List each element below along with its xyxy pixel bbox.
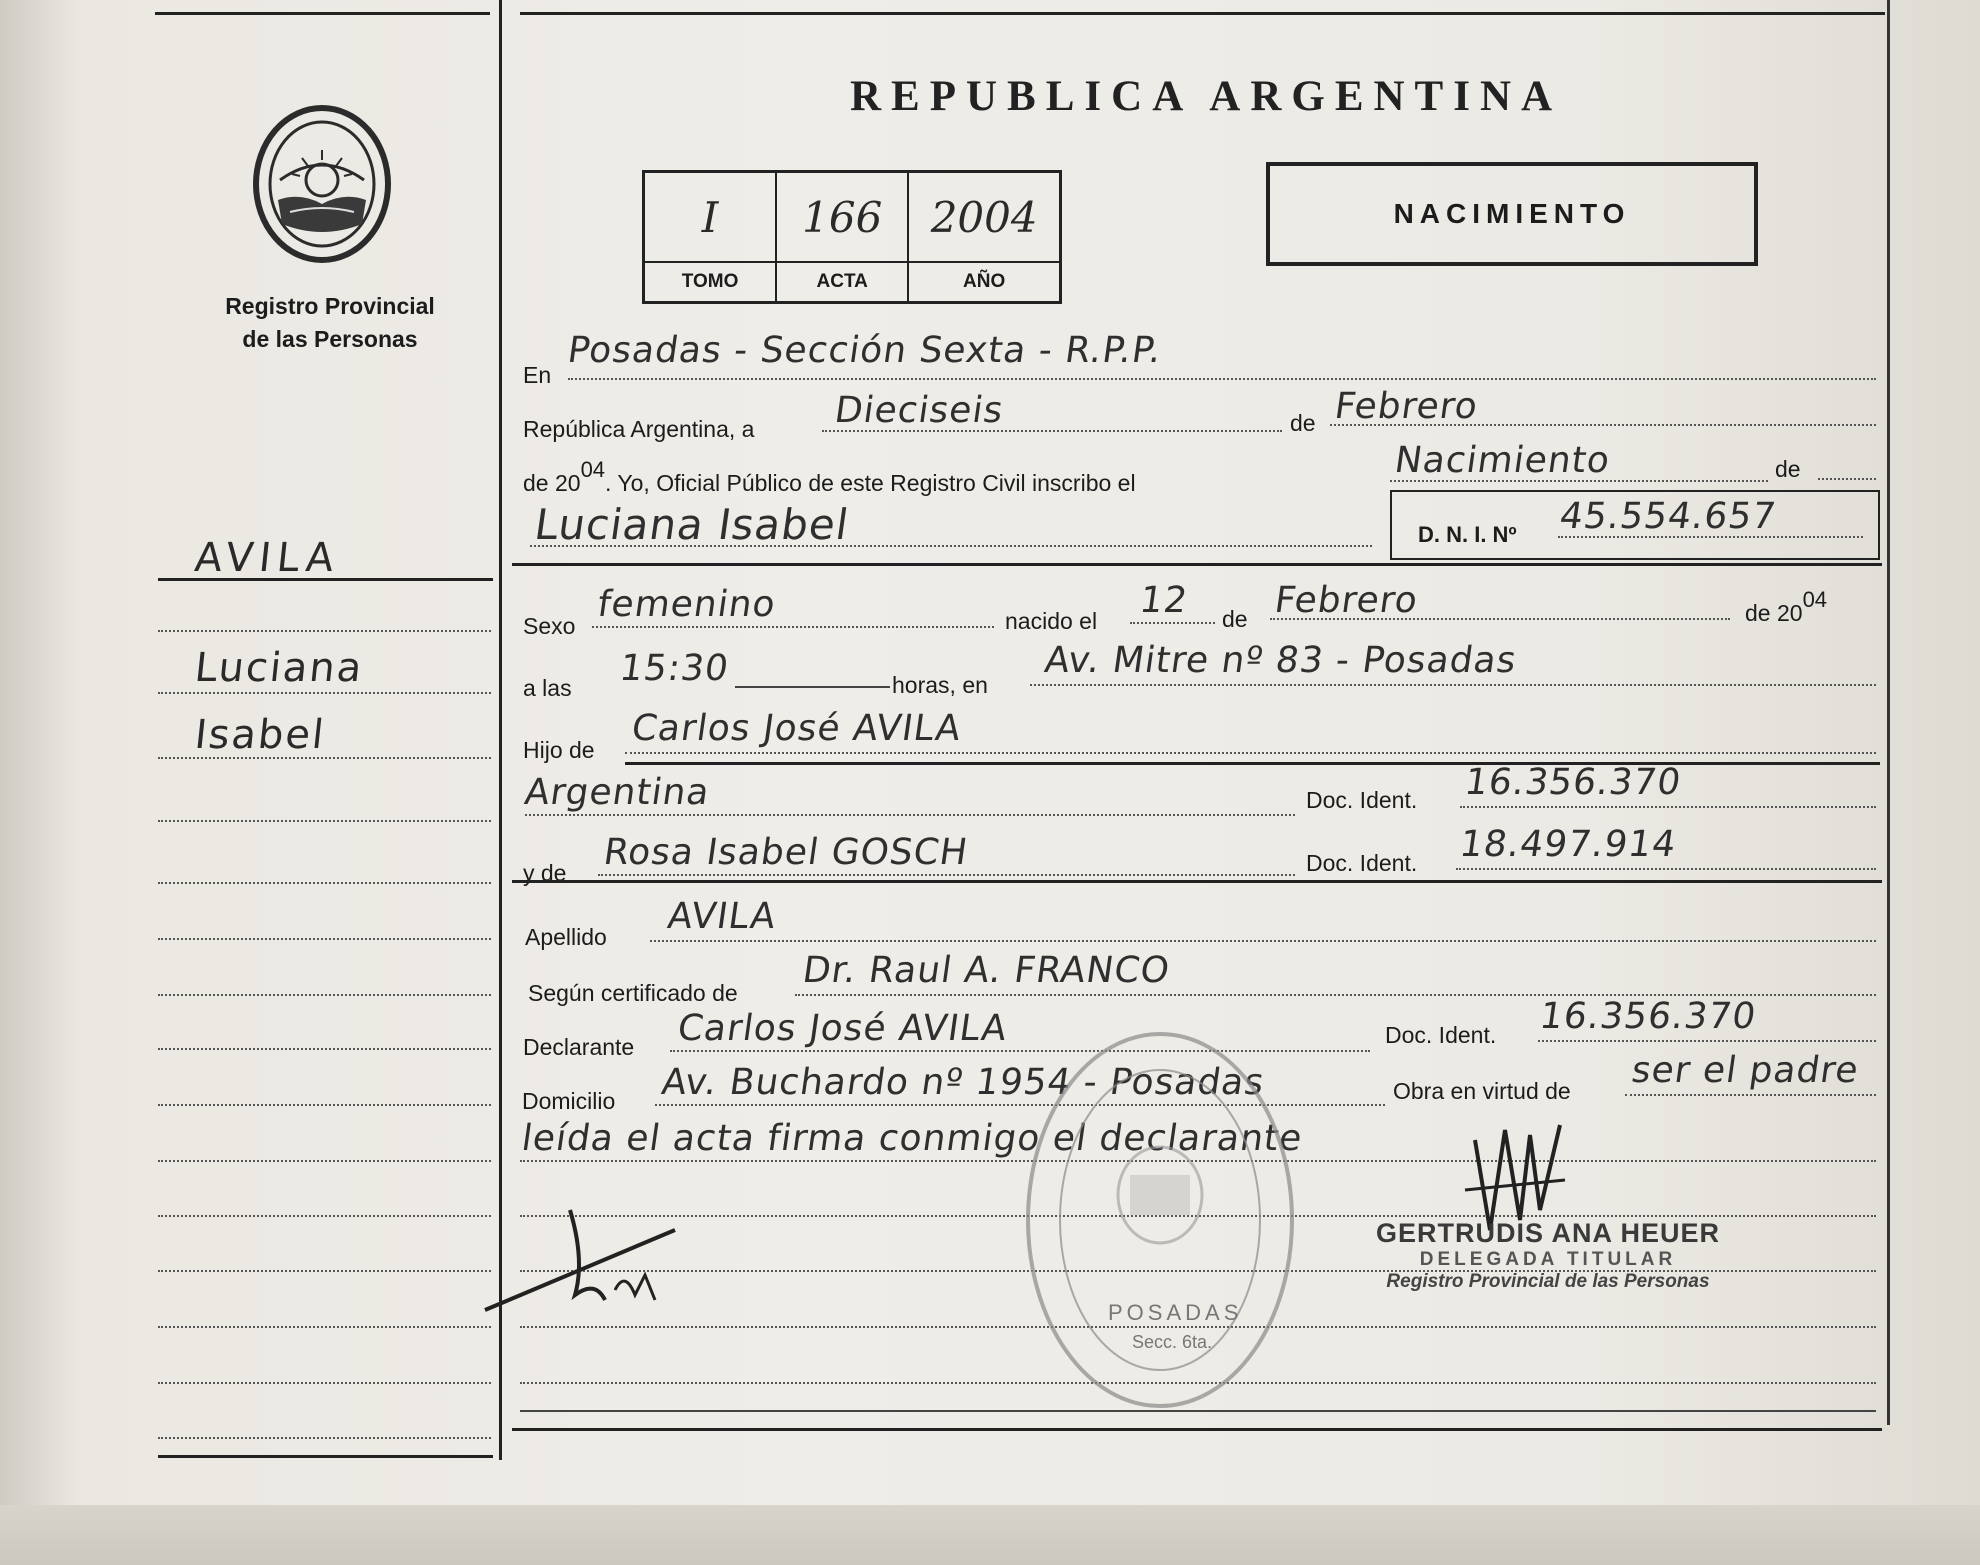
declarante-label: Declarante [523, 1034, 635, 1060]
hijo-label: Hijo de [523, 737, 595, 763]
section-rule-3 [512, 880, 1882, 883]
stub-line [158, 994, 491, 996]
stub-line [158, 1326, 491, 1328]
year-row-label [523, 457, 1136, 497]
obra-label: Obra en virtud de [1393, 1078, 1571, 1104]
day-value: Dieciseis [832, 390, 1007, 431]
yde-label: y de [523, 860, 567, 886]
stamp-city: POSADAS [1108, 1300, 1243, 1325]
ano-value: 2004 [909, 173, 1059, 263]
apellido-label: Apellido [525, 924, 607, 950]
acta-value: 166 [777, 173, 907, 263]
apellido-value: AVILA [665, 896, 779, 937]
registry-office-name [190, 290, 470, 356]
de20-label-2: de 20 [1745, 600, 1803, 626]
provincia-misiones-seal-icon [250, 100, 395, 265]
de-label: de [1290, 410, 1316, 436]
obra-line [1625, 1094, 1876, 1096]
month-value: Febrero [1332, 386, 1481, 427]
father-doc: 16.356.370 [1462, 762, 1685, 803]
en-line [568, 378, 1876, 380]
stub-line [158, 1437, 491, 1439]
stamp-section: Secc. 6ta. [1132, 1332, 1213, 1352]
oficial-text: . Yo, Oficial Público de este Registro Civil inscribo el [605, 470, 1136, 496]
tomo-label: TOMO [681, 271, 739, 292]
stub-line [158, 757, 491, 759]
person-name: Luciana Isabel [531, 500, 853, 549]
dni-label: D. N. I. Nº [1418, 522, 1517, 547]
dni-line [1558, 536, 1863, 538]
birth-day-line [1130, 622, 1215, 624]
de-label-2: de [1775, 456, 1801, 482]
section-rule-1 [512, 563, 1882, 566]
act-value: Nacimiento [1392, 440, 1613, 481]
acta-cell [777, 173, 909, 301]
declarante-doc-line [1538, 1040, 1876, 1042]
sexo-label: Sexo [523, 613, 576, 639]
tomo-value: I [645, 173, 775, 263]
segun-label: Según certificado de [528, 980, 738, 1006]
official-title: DELEGADA TITULAR [1419, 1249, 1677, 1270]
year-suffix: 04 [580, 457, 606, 482]
declarante-doc: 16.356.370 [1537, 996, 1760, 1037]
stub-line [158, 1160, 491, 1162]
alas-label: a las [523, 675, 572, 701]
father-name: Carlos José AVILA [629, 708, 965, 749]
mother-doc-line [1456, 868, 1876, 870]
domicilio-label: Domicilio [522, 1088, 616, 1114]
right-border [1887, 0, 1890, 1425]
domicilio-value: Av. Buchardo nº 1954 - Posadas [659, 1062, 1268, 1103]
official-name: GERTRUDIS ANA HEUER [1375, 1218, 1720, 1248]
republica-label: República Argentina, a [523, 416, 755, 442]
sexo-line [592, 626, 994, 628]
stub-line [158, 882, 491, 884]
ano-cell [909, 173, 1059, 301]
en-label: En [523, 362, 552, 388]
nationality-line [525, 814, 1295, 816]
de-label-3: de [1222, 606, 1248, 632]
official-registry: Registro Provincial de las Personas [1386, 1271, 1710, 1292]
stub-bottom-rule [158, 1455, 493, 1458]
birth-year-label [1745, 587, 1828, 627]
person-name-line [530, 545, 1372, 547]
document-type-box: NACIMIENTO [1266, 162, 1758, 266]
stub-line [158, 630, 491, 632]
stub-line [158, 1270, 491, 1272]
hour-line [735, 686, 890, 688]
closing-text: leída el acta firma conmigo el declarante [519, 1118, 1306, 1159]
de20-label: de 20 [523, 470, 581, 496]
apellido-line [650, 940, 1876, 942]
dni-value: 45.554.657 [1557, 496, 1780, 537]
stub-line [158, 820, 491, 822]
declarante-value: Carlos José AVILA [675, 1008, 1011, 1049]
stub-line [158, 1104, 491, 1106]
bottom-rule [512, 1428, 1882, 1431]
stub-rule [158, 578, 493, 581]
registry-office-line2: de las Personas [242, 326, 418, 352]
segun-value: Dr. Raul A. FRANCO [800, 950, 1173, 991]
top-rule-left [155, 12, 490, 15]
de-line [1818, 478, 1876, 480]
official-block [1368, 1218, 1728, 1293]
stub-line [158, 1048, 491, 1050]
birth-month: Febrero [1272, 580, 1421, 621]
father-nationality: Argentina [522, 772, 713, 813]
registry-numbers-box [642, 170, 1062, 304]
place-line [1030, 684, 1876, 686]
stub-line [158, 692, 491, 694]
tomo-cell [645, 173, 777, 301]
ano-label: AÑO [963, 271, 1006, 292]
place-value: Av. Mitre nº 83 - Posadas [1042, 640, 1520, 681]
birth-month-line [1270, 618, 1730, 620]
registry-office-line1: Registro Provincial [225, 293, 435, 319]
official-stamp-icon [1020, 1025, 1300, 1415]
nacido-label: nacido el [1005, 608, 1098, 634]
section-rule-2 [625, 762, 1880, 765]
father-line [625, 752, 1876, 754]
hour-value: 15:30 [617, 648, 732, 689]
stub-given-name-1: Luciana [192, 645, 366, 691]
horas-label: horas, en [892, 672, 988, 698]
mother-line [598, 874, 1295, 876]
month-line [1330, 424, 1876, 426]
acta-label: ACTA [816, 271, 868, 292]
mother-name: Rosa Isabel GOSCH [601, 832, 971, 873]
page-bottom-edge [0, 1505, 1980, 1565]
top-rule-right [520, 12, 1885, 15]
stub-given-name-2: Isabel [192, 712, 328, 758]
birth-year-suffix: 04 [1802, 587, 1828, 612]
en-value: Posadas - Sección Sexta - R.P.P. [565, 330, 1165, 371]
stub-line [158, 938, 491, 940]
mother-doc-label: Doc. Ident. [1306, 850, 1418, 876]
day-line [822, 430, 1282, 432]
father-doc-line [1460, 806, 1876, 808]
birth-day: 12 [1137, 580, 1191, 621]
stub-surname: AVILA [192, 535, 342, 581]
obra-value: ser el padre [1629, 1050, 1862, 1091]
father-doc-label: Doc. Ident. [1306, 787, 1418, 813]
declarant-signature-icon [475, 1200, 705, 1320]
country-title: REPUBLICA ARGENTINA [850, 73, 1563, 120]
stub-line [158, 1382, 491, 1384]
sexo-value: femenino [595, 584, 779, 625]
act-line [1390, 480, 1768, 482]
stub-line [158, 1215, 491, 1217]
declarante-doc-label: Doc. Ident. [1385, 1022, 1497, 1048]
mother-doc: 18.497.914 [1457, 824, 1680, 865]
